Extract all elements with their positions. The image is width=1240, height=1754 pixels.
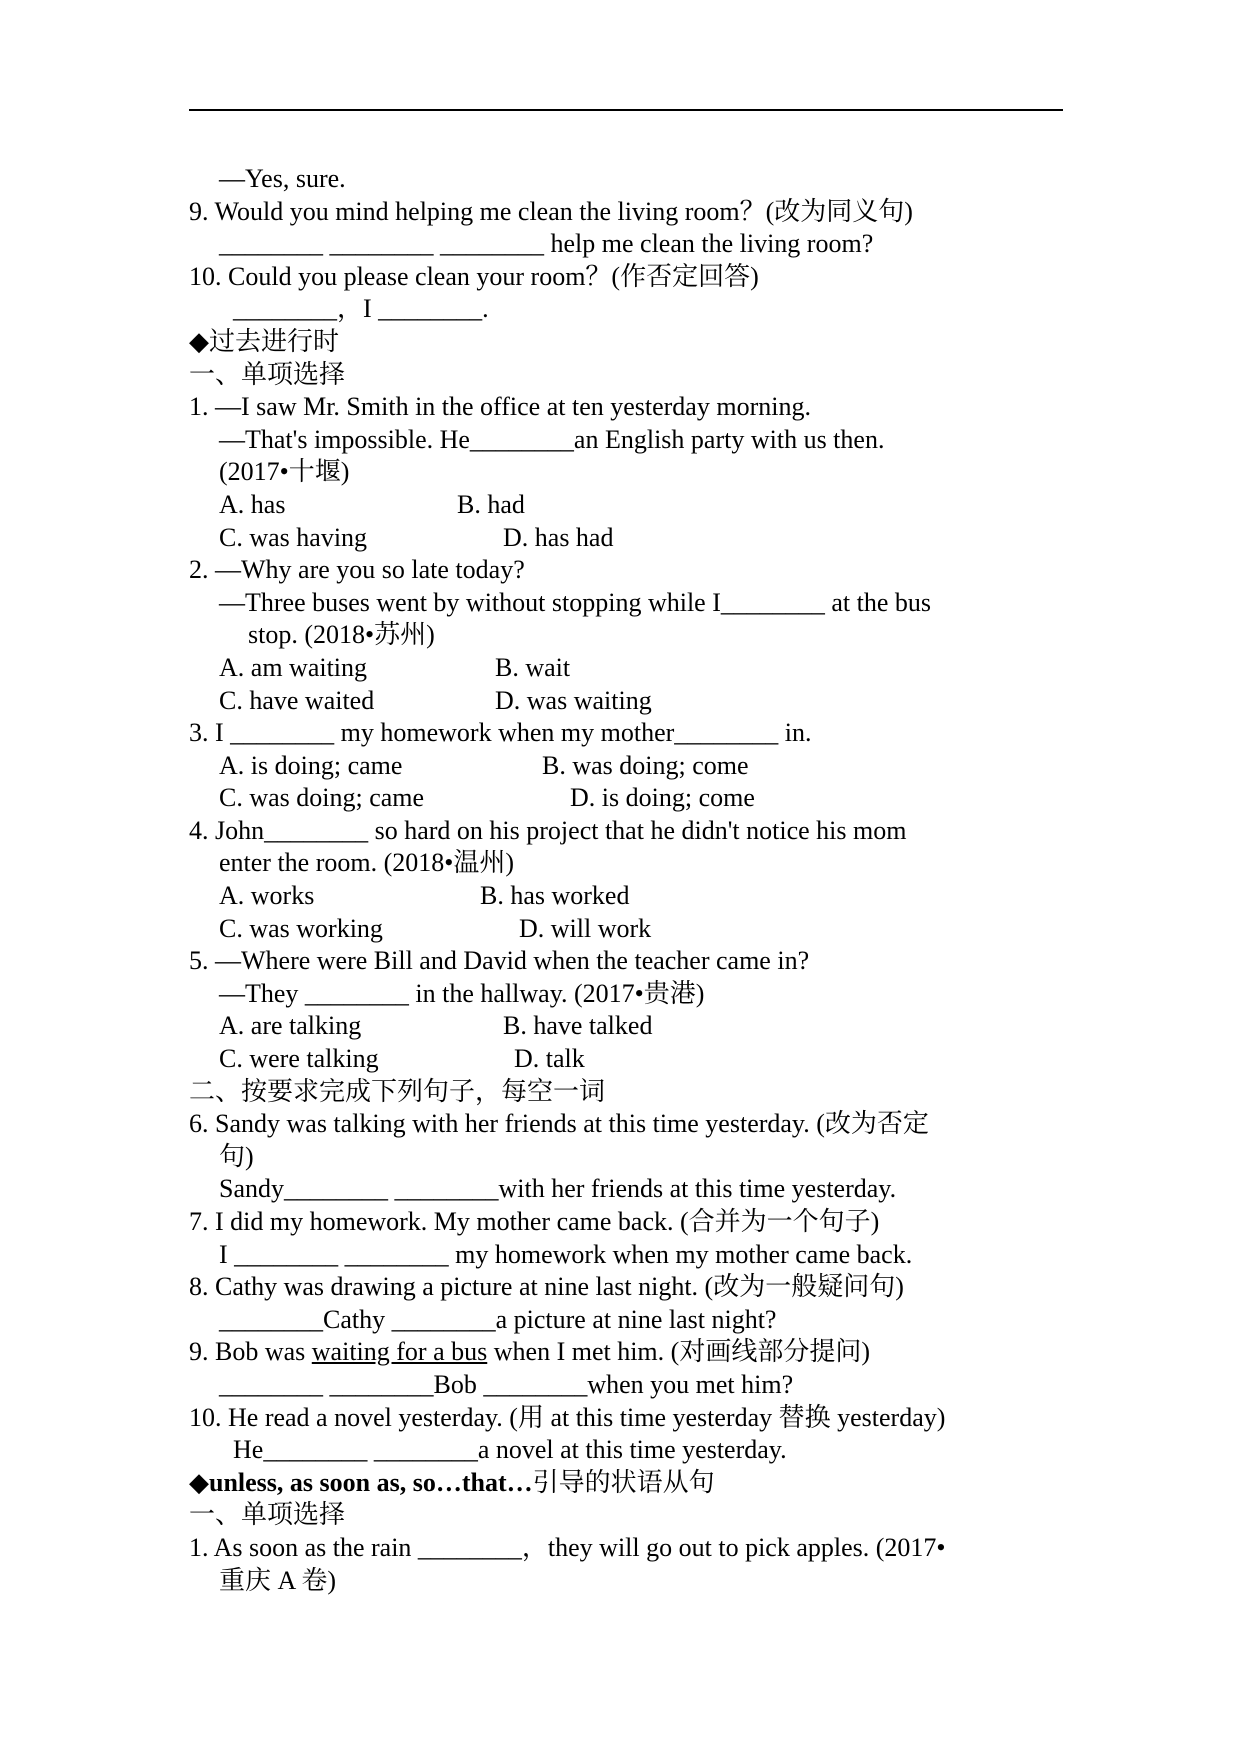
question-5: 5. —Where were Bill and David when the teacher came in? <box>189 946 810 976</box>
options-row <box>189 880 1069 913</box>
option-a: A. is doing; came <box>219 750 403 780</box>
option-b: B. have talked <box>503 1011 653 1041</box>
header-rule <box>189 109 1063 111</box>
option-a: A. am waiting <box>219 652 368 682</box>
question-9 <box>189 1336 1069 1369</box>
question-2: 2. —Why are you so late today? <box>189 555 525 585</box>
question-9-suffix: when I met him. (对画线部分提问) <box>487 1337 870 1367</box>
option-d: D. is doing; come <box>570 783 755 813</box>
option-b: B. had <box>457 489 525 519</box>
option-b: B. was doing; come <box>542 750 749 780</box>
option-c: C. was working <box>219 913 383 943</box>
option-c: C. was doing; came <box>219 783 425 813</box>
subsection-multiple-choice: 一、单项选择 <box>189 359 346 389</box>
question-3: 3. I ________ my homework when my mother________ in. <box>189 718 812 748</box>
question-10-negative: 10. Could you please clean your room？(作否定回答) <box>189 261 759 291</box>
question-6-continued: 句) <box>219 1141 254 1171</box>
subsection-multiple-choice: 一、单项选择 <box>189 1500 346 1530</box>
worksheet-body <box>189 163 1069 1597</box>
question-1-source: (2017•十堰) <box>219 457 350 487</box>
section-header-past-continuous: ◆过去进行时 <box>189 326 339 356</box>
section-header-rest: 引导的状语从句 <box>532 1467 715 1497</box>
option-d: D. will work <box>519 913 652 943</box>
question-10: 10. He read a novel yesterday. (用 at this time yesterday 替换 yesterday) <box>189 1402 946 1432</box>
question-1-reply: —That's impossible. He________an English party with us then. <box>219 424 885 454</box>
option-c: C. was having <box>219 522 368 552</box>
option-a: A. has <box>219 489 286 519</box>
options-row <box>189 1043 1069 1076</box>
blank-line: ________ ________ ________ help me clean the living room? <box>219 229 874 259</box>
question-1-continued: 重庆 A 卷) <box>219 1565 337 1595</box>
option-d: D. has had <box>503 522 614 552</box>
question-4: 4. John________ so hard on his project that he didn't notice his mom <box>189 815 907 845</box>
answer-line: —Yes, sure. <box>219 164 346 193</box>
options-row <box>189 522 1069 555</box>
blank-line: ________Cathy ________a picture at nine last night? <box>219 1304 777 1334</box>
option-d: D. was waiting <box>495 685 652 715</box>
question-4-continued: enter the room. (2018•温州) <box>219 848 515 878</box>
options-row <box>189 652 1069 685</box>
question-8: 8. Cathy was drawing a picture at nine last night. (改为一般疑问句) <box>189 1272 904 1302</box>
option-a: A. works <box>219 881 315 911</box>
options-row <box>189 489 1069 522</box>
option-b: B. has worked <box>480 881 630 911</box>
question-2-reply: —Three buses went by without stopping while I________ at the bus <box>219 587 932 617</box>
options-row <box>189 913 1069 946</box>
question-9-prefix: 9. Bob was <box>189 1337 312 1367</box>
question-9-rewrite: 9. Would you mind helping me clean the living room？(改为同义句) <box>189 196 913 226</box>
options-row <box>189 685 1069 718</box>
blank-line: He________ ________a novel at this time yesterday. <box>233 1435 787 1465</box>
section-header-bold: ◆unless, as soon as, so…that… <box>189 1467 533 1497</box>
blank-line: ________ ________Bob ________when you met him? <box>219 1369 794 1399</box>
question-6: 6. Sandy was talking with her friends at this time yesterday. (改为否定 <box>189 1109 929 1139</box>
question-2-continued: stop. (2018•苏州) <box>248 620 435 650</box>
blank-line: I ________ ________ my homework when my mother came back. <box>219 1239 913 1269</box>
options-row <box>189 782 1069 815</box>
options-row <box>189 1010 1069 1043</box>
blank-line: Sandy________ ________with her friends at this time yesterday. <box>219 1174 897 1204</box>
question-5-reply: —They ________ in the hallway. (2017•贵港) <box>219 978 705 1008</box>
underlined-phrase: waiting for a bus <box>311 1337 488 1367</box>
section-header-adverbial-clauses <box>189 1467 1069 1500</box>
subsection-sentence-completion: 二、按要求完成下列句子，每空一词 <box>189 1076 606 1106</box>
option-c: C. have waited <box>219 685 375 715</box>
option-d: D. talk <box>514 1044 585 1074</box>
options-row <box>189 750 1069 783</box>
blank-line: ________，I ________. <box>233 294 489 324</box>
question-1: 1. —I saw Mr. Smith in the office at ten yesterday morning. <box>189 392 811 422</box>
question-1: 1. As soon as the rain ________，they will go out to pick apples. (2017• <box>189 1532 946 1562</box>
option-c: C. were talking <box>219 1044 379 1074</box>
option-b: B. wait <box>495 652 571 682</box>
question-7: 7. I did my homework. My mother came back. (合并为一个句子) <box>189 1207 880 1236</box>
option-a: A. are talking <box>219 1011 362 1041</box>
